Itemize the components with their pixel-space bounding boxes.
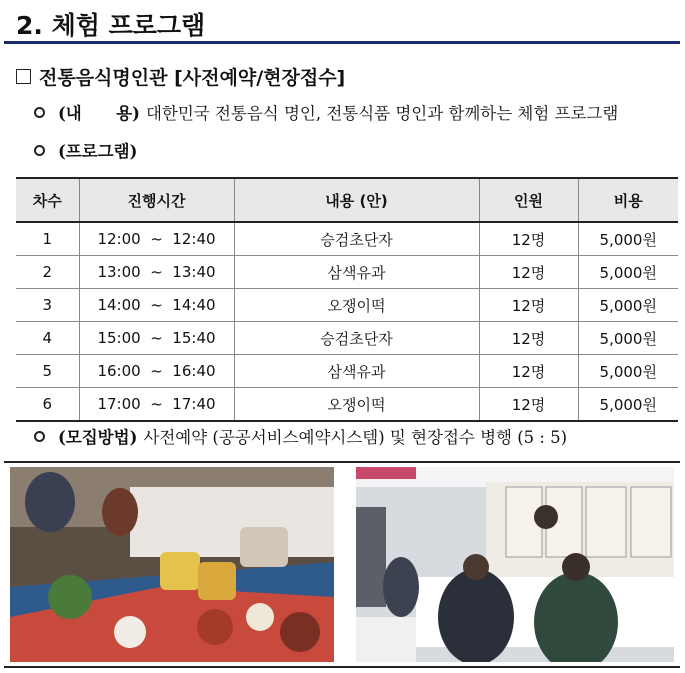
cell-cost: 5,000원: [578, 222, 678, 256]
recruit-text: 사전예약 (공공서비스예약시스템) 및 현장접수 병행 (5 : 5): [143, 428, 568, 447]
table-row: [16, 256, 678, 289]
cell-cost: 5,000원: [578, 322, 678, 355]
table-row: [16, 322, 678, 355]
program-label: (프로그램): [58, 142, 138, 161]
cell-time: 17:00 ~ 17:40: [79, 388, 234, 422]
section-title-text: 전통음식명인관 [사전예약/현장접수]: [39, 67, 346, 89]
cell-round: 3: [16, 289, 79, 322]
cell-cost: 5,000원: [578, 388, 678, 422]
cell-people: 12명: [479, 322, 578, 355]
circle-bullet-icon: [34, 145, 45, 156]
header-time: 진행시간: [79, 178, 234, 222]
cell-round: 5: [16, 355, 79, 388]
content-line: [34, 100, 618, 124]
cell-people: 12명: [479, 355, 578, 388]
square-bullet-icon: [16, 69, 31, 84]
cell-content: 삼색유과: [234, 355, 479, 388]
cell-round: 6: [16, 388, 79, 422]
food-display-photo: [10, 467, 334, 662]
content-text: 대한민국 전통음식 명인, 전통식품 명인과 함께하는 체험 프로그램: [145, 104, 619, 123]
table-row: [16, 355, 678, 388]
program-table: [16, 177, 678, 422]
cell-round: 2: [16, 256, 79, 289]
circle-bullet-icon: [34, 431, 45, 442]
table-row: [16, 388, 678, 422]
cell-content: 승검초단자: [234, 322, 479, 355]
header-people: 인원: [479, 178, 578, 222]
cell-people: 12명: [479, 256, 578, 289]
cell-content: 오쟁이떡: [234, 289, 479, 322]
cell-people: 12명: [479, 289, 578, 322]
cell-time: 16:00 ~ 16:40: [79, 355, 234, 388]
cell-content: 승검초단자: [234, 222, 479, 256]
cell-time: 12:00 ~ 12:40: [79, 222, 234, 256]
cell-content: 삼색유과: [234, 256, 479, 289]
cell-time: 13:00 ~ 13:40: [79, 256, 234, 289]
table-row: [16, 289, 678, 322]
cell-cost: 5,000원: [578, 355, 678, 388]
photo-strip: [4, 461, 680, 668]
cell-people: 12명: [479, 388, 578, 422]
cell-content: 오쟁이떡: [234, 388, 479, 422]
program-line: [34, 138, 143, 162]
page-title: 2. 체험 프로그램: [16, 11, 206, 40]
section-title: [16, 63, 345, 90]
cell-cost: 5,000원: [578, 256, 678, 289]
page-heading: [4, 4, 680, 44]
cell-time: 14:00 ~ 14:40: [79, 289, 234, 322]
cell-people: 12명: [479, 222, 578, 256]
cell-cost: 5,000원: [578, 289, 678, 322]
cell-round: 4: [16, 322, 79, 355]
header-content: 내용 (안): [234, 178, 479, 222]
header-round: 차수: [16, 178, 79, 222]
recruit-line: [34, 424, 567, 448]
cell-time: 15:00 ~ 15:40: [79, 322, 234, 355]
circle-bullet-icon: [34, 107, 45, 118]
content-label: (내 용): [58, 104, 140, 123]
cell-round: 1: [16, 222, 79, 256]
header-cost: 비용: [578, 178, 678, 222]
experience-booth-photo: [356, 467, 674, 662]
table-header-row: [16, 178, 678, 222]
table-row: [16, 222, 678, 256]
recruit-label: (모집방법): [58, 428, 138, 447]
